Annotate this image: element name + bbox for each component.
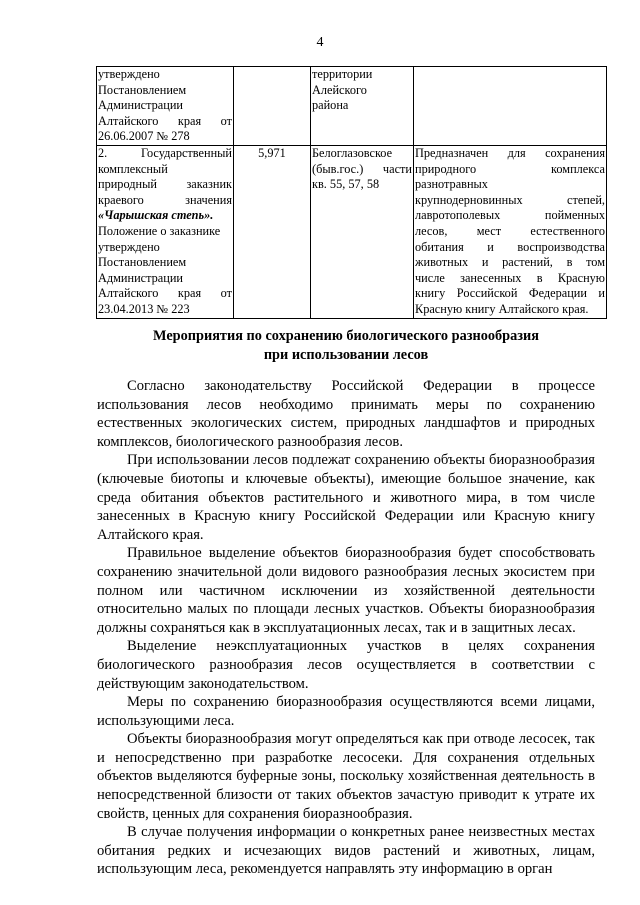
table-cell-purpose xyxy=(414,145,607,318)
heading-line: при использовании лесов xyxy=(263,346,429,363)
paragraph: В случае получения информации о конкретных ранее неизвестных местах обитания редких и исчезающих видов растений и животных, лицам, использующим леса, рекомендуется направлять эту информацию в орган xyxy=(97,824,595,878)
table-cell-document xyxy=(97,145,234,318)
table-cell-line: утверждено xyxy=(98,67,160,81)
table-row xyxy=(97,67,607,146)
table-cell-line: Администрации xyxy=(98,98,183,113)
heading-line: Мероприятия по сохранению биологического разнообразия xyxy=(153,328,539,344)
section-heading xyxy=(96,327,596,364)
table-cell-purpose xyxy=(414,67,607,146)
table-cell-line: обитания и воспроизводства xyxy=(415,239,605,254)
table-cell-line: (быв.гос.) части xyxy=(312,161,412,176)
table-cell-line: Алтайского края от xyxy=(98,286,232,301)
table-cell-line: 2. Государственный xyxy=(98,145,232,160)
table-cell-line: 23.04.2013 № 223 xyxy=(98,301,190,316)
paragraph: Меры по сохранению биоразнообразия осуществляются всеми лицами, использующими леса. xyxy=(97,694,595,729)
table-cell-location xyxy=(311,145,414,318)
table-cell-location xyxy=(311,67,414,146)
table-cell-line: природного комплекса xyxy=(415,161,605,176)
table-cell-area xyxy=(234,67,311,146)
table-cell-line: Алейского xyxy=(312,82,367,97)
table-cell-line: книгу Российской Федерации и xyxy=(415,286,605,301)
table-cell-line: Красную книгу Алтайского края. xyxy=(415,301,589,316)
table-cell-line: Постановлением xyxy=(98,255,187,270)
table-cell-line: Постановлением xyxy=(98,82,187,97)
table-cell-line: Положение о заказнике xyxy=(98,223,221,238)
table-cell-line: Белоглазовское xyxy=(312,145,393,160)
table-cell-line: числе занесенных в Красную xyxy=(415,270,605,285)
table-cell-line: Предназначен для сохранения xyxy=(415,145,605,160)
paragraph: Объекты биоразнообразия могут определяться как при отводе лесосек, так и непосредственно при разработке лесосеки. Для сохранения отдельных объектов выделяются буферные зоны, поскольку хозяйственная деятельность в непосредственной близости от таких объектов зачастую приводит к утрате их свойств, ценных для сохранения биоразнообразия. xyxy=(97,731,595,822)
paragraph: Согласно законодательству Российской Федерации в процессе использования лесов необходимо принимать меры по сохранению естественных экологических систем, природных ландшафтов и природных комплексов, биологического разнообразия лесов. xyxy=(97,378,595,450)
table-cell-document xyxy=(97,67,234,146)
table-cell-line: Алтайского края от xyxy=(98,113,232,128)
table-cell-area xyxy=(234,145,311,318)
table-cell-line: комплексный xyxy=(98,161,168,176)
reserve-name: «Чарышская степь». xyxy=(98,208,214,223)
paragraph: Выделение неэксплуатационных участков в целях сохранения биологического разнообразия лесов осуществляется в соответствии с действующим законодательством. xyxy=(97,638,595,692)
table-cell-line: краевого значения xyxy=(98,192,232,207)
page-number: 4 xyxy=(316,35,324,50)
table-cell-line: животных и растений, в том xyxy=(415,255,605,270)
table-cell-line: лесов, мест естественного xyxy=(415,223,605,238)
paragraph: При использовании лесов подлежат сохранению объекты биоразнообразия (ключевые биотопы и ключевые объекты), имеющие большое значение, как среда обитания объектов растительного и животного мира, в том числе занесенных в Красную книгу Российской Федерации или Красную книгу Алтайского края. xyxy=(97,452,595,543)
table-cell-line: района xyxy=(312,98,349,113)
paragraph: Правильное выделение объектов биоразнообразия будет способствовать сохранению значительной доли видового разнообразия лесных экосистем при полном или частичном исключении из хозяйственной деятельности относительно малых по площади лесных участков. Объекты биоразнообразия должны сохраняться как в эксплуатационных лесах, так и в защитных лесах. xyxy=(97,545,595,636)
table-cell-line: лавротополевых пойменных xyxy=(415,208,605,223)
reserves-table xyxy=(96,66,607,319)
table-cell-line: разнотравных xyxy=(415,177,488,192)
table-cell-line: крупнодерновинных степей, xyxy=(415,192,605,207)
table-cell-line: Администрации xyxy=(98,270,183,285)
table-cell-line: 26.06.2007 № 278 xyxy=(98,129,190,144)
table-row xyxy=(97,145,607,318)
area-value: 5,971 xyxy=(258,145,286,160)
table-cell-line: природный заказник xyxy=(98,177,232,192)
table-cell-line: кв. 55, 57, 58 xyxy=(312,177,380,192)
table-cell-line: утверждено xyxy=(98,239,160,254)
table-cell-line: территории xyxy=(312,67,373,81)
body-text xyxy=(97,377,595,879)
